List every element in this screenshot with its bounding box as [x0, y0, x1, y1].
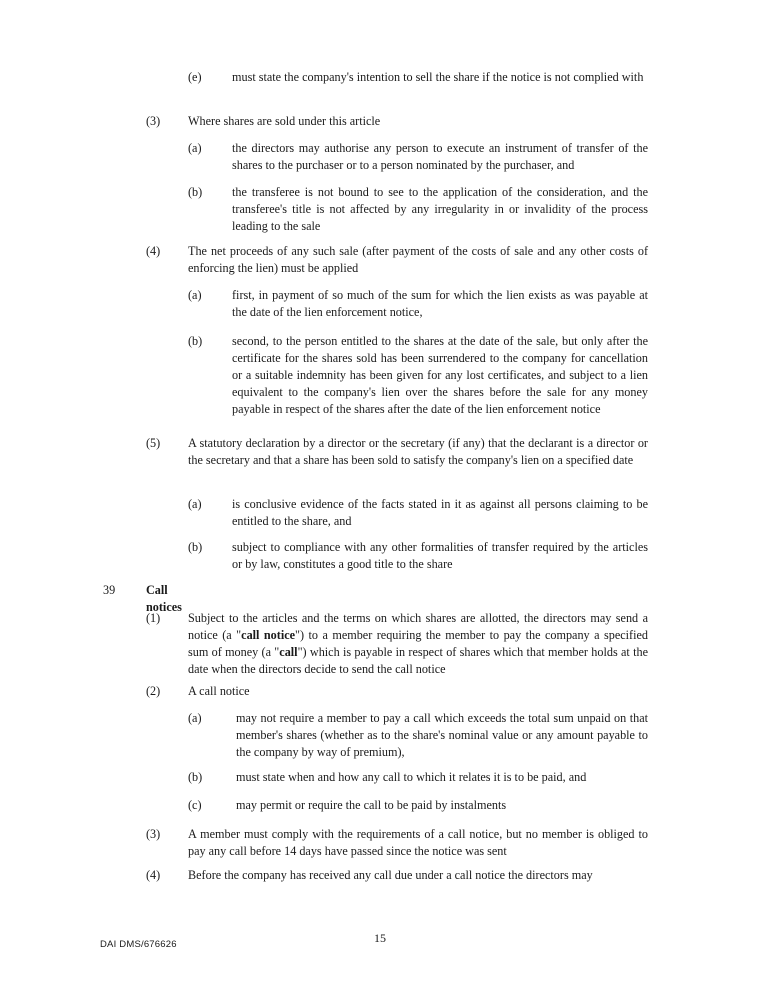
document-reference: DAI DMS/676626 [100, 939, 177, 950]
paragraph-text [188, 610, 648, 678]
clause-label: (a) [188, 497, 202, 511]
paragraph-text: Before the company has received any call due under a call notice the directors may [188, 868, 593, 882]
text-run: ") to a member requiring the member to pay the company a specified sum of money (a " [188, 628, 648, 659]
paragraph-text: The net proceeds of any such sale (after payment of the costs of sale and any other costs of enforcing the lien) must be applied [188, 244, 648, 275]
clause-label: (a) [188, 288, 202, 302]
clause-label: (b) [188, 334, 203, 348]
clause-label: (b) [188, 185, 203, 199]
paragraph-text: A statutory declaration by a director or the secretary (if any) that the declarant is a director or the secretary and that a share has been sold to satisfy the company's lien on a specified date [188, 436, 648, 467]
paragraph-label: (4) [146, 868, 161, 882]
clause-text: second, to the person entitled to the shares at the date of the sale, but only after the certificate for the shares sold has been surrendered to the company for cancellation or a suitable indemnity has been given for any lost certificates, and subject to a lien equivalent to the company's lien over the shares before the sale for any money payable in respect of the shares after the date of the lien enforcement notice [232, 334, 648, 416]
clause-text: may not require a member to pay a call which exceeds the total sum unpaid on that member's shares (whether as to the share's nominal value or any amount payable to the company by way of premium), [236, 711, 648, 759]
clause-text: must state the company's intention to sell the share if the notice is not complied with [232, 70, 644, 84]
clause-label: (a) [188, 141, 202, 155]
defined-term-call: call [279, 645, 298, 659]
paragraph-label: (4) [146, 244, 161, 258]
article-number: 39 [103, 583, 116, 597]
text-run: Subject to the articles and the terms on which shares are allotted, the directors may send a notice (a " [188, 611, 648, 642]
clause-text: must state when and how any call to which it relates it is to be paid, and [236, 770, 587, 784]
defined-term-call-notice: call notice [241, 628, 296, 642]
paragraph-label: (5) [146, 436, 161, 450]
paragraph-label: (3) [146, 114, 161, 128]
clause-text: the transferee is not bound to see to the application of the consideration, and the transferee's title is not affected by any irregularity in or invalidity of the process leading to the sale [232, 185, 648, 233]
clause-label: (e) [188, 70, 202, 84]
clause-text: the directors may authorise any person to execute an instrument of transfer of the shares to the purchaser or to a person nominated by the purchaser, and [232, 141, 648, 172]
paragraph-label: (2) [146, 684, 161, 698]
paragraph-label: (3) [146, 827, 161, 841]
paragraph-text: A member must comply with the requirements of a call notice, but no member is obliged to pay any call before 14 days have passed since the notice was sent [188, 827, 648, 858]
paragraph-text: Where shares are sold under this article [188, 114, 381, 128]
paragraph-text: A call notice [188, 684, 250, 698]
clause-label: (c) [188, 798, 202, 812]
clause-text: first, in payment of so much of the sum for which the lien exists as was payable at the date of the lien enforcement notice, [232, 288, 648, 319]
article-title: Call notices [146, 583, 182, 614]
clause-text: subject to compliance with any other formalities of transfer required by the articles or by law, constitutes a good title to the share [232, 540, 648, 571]
page-number: 15 [374, 931, 386, 945]
text-run: ") which is payable in respect of shares which that member holds at the date when the directors decide to send the call notice [188, 645, 648, 676]
clause-label: (b) [188, 770, 203, 784]
paragraph-label: (1) [146, 611, 161, 625]
clause-text: is conclusive evidence of the facts stated in it as against all persons claiming to be entitled to the share, and [232, 497, 648, 528]
clause-text: may permit or require the call to be paid by instalments [236, 798, 507, 812]
clause-label: (b) [188, 540, 203, 554]
clause-label: (a) [188, 711, 202, 725]
